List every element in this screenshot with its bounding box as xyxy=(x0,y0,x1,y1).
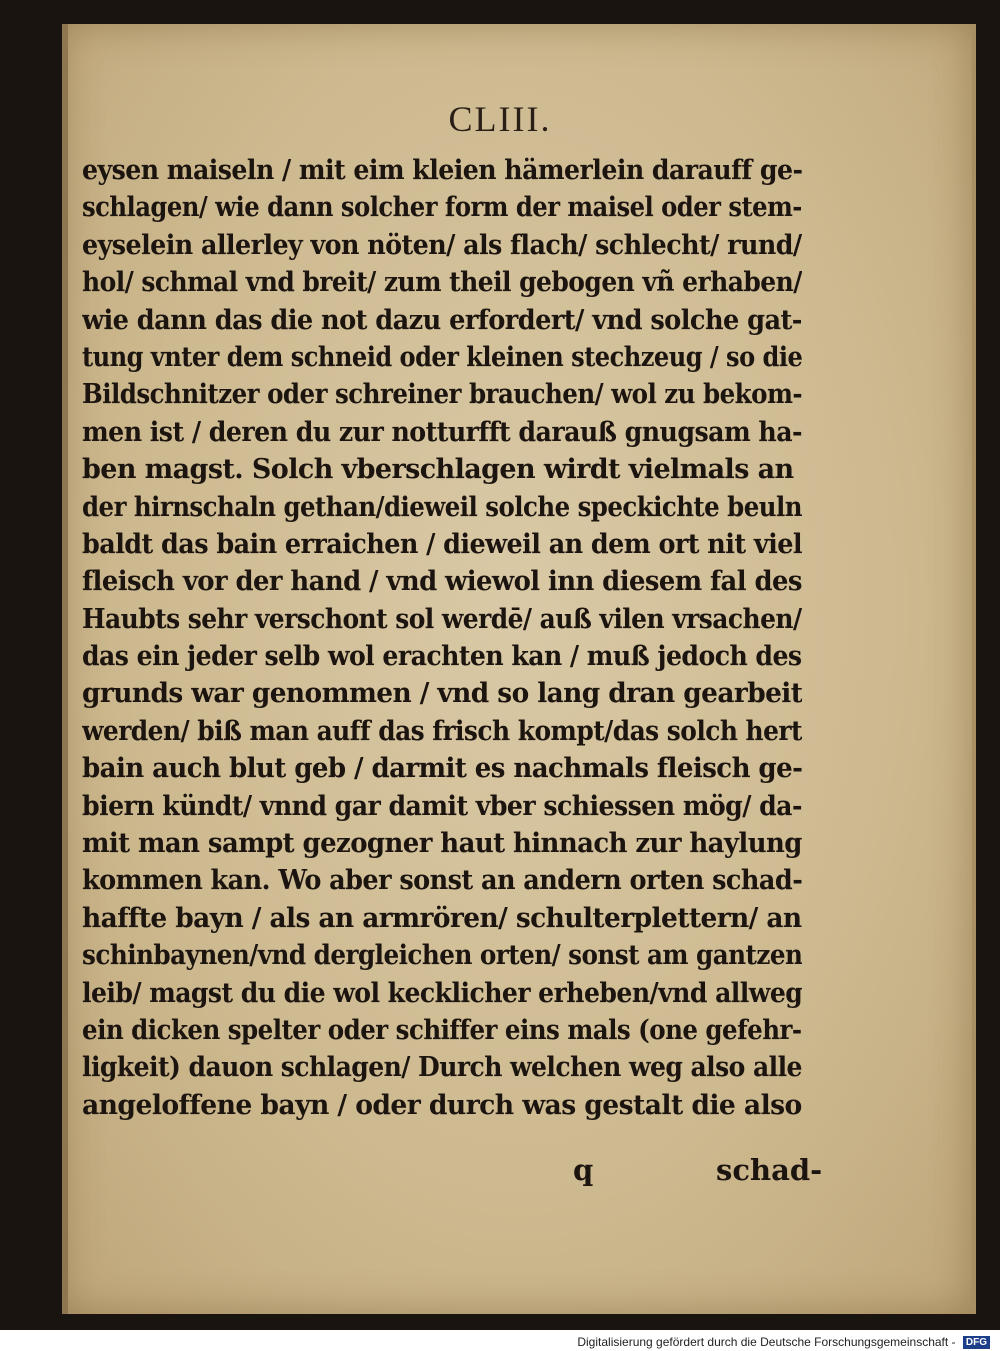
footer-credit-bar xyxy=(0,1333,990,1351)
text-line: Haubts sehr verschont sol werdē/ auß vilen vrsachen/ xyxy=(82,603,802,635)
dfg-logo: DFG xyxy=(963,1336,990,1349)
text-line: das ein jeder selb wol erachten kan / muß jedoch des xyxy=(82,641,802,673)
text-line: bain auch blut geb / darmit es nachmals fleisch ge- xyxy=(82,753,802,785)
text-line: men ist / deren du zur notturfft darauß gnugsam ha- xyxy=(82,416,802,448)
text-line: grunds war genommen / vnd so lang dran gearbeit xyxy=(82,678,802,710)
catchword: schad- xyxy=(716,1153,823,1187)
folio-number: CLIII. xyxy=(448,99,552,139)
text-line: leib/ magst du die wol kecklicher erheben/vnd allweg xyxy=(82,977,802,1009)
text-line: ben magst. Solch vberschlagen wirdt vielmals an xyxy=(82,454,794,486)
body-text xyxy=(82,152,802,1124)
signature-mark: q xyxy=(573,1153,594,1187)
text-line: werden/ biß man auff das frisch kompt/das solch hert xyxy=(82,715,802,747)
text-line: fleisch vor der hand / vnd wiewol inn diesem fal des xyxy=(82,566,802,598)
text-line: mit man sampt gezogner haut hinnach zur haylung xyxy=(82,828,802,860)
text-line: eysen maiseln / mit eim kleien hämerlein darauff ge- xyxy=(82,155,802,186)
text-line: angeloffene bayn / oder durch was gestalt die also xyxy=(82,1089,802,1121)
text-line: biern kündt/ vnnd gar damit vber schiessen mög/ da- xyxy=(82,790,802,822)
text-line: wie dann das die not dazu erfordert/ vnd solche gat- xyxy=(82,304,802,336)
text-line: schinbaynen/vnd dergleichen orten/ sonst am gantzen xyxy=(82,940,802,972)
page-gutter-edge xyxy=(62,24,68,1314)
text-line: der hirnschaln gethan/dieweil solche speckichte beuln xyxy=(82,491,802,523)
text-line: haffte bayn / als an armrören/ schulterplettern/ an xyxy=(82,902,802,934)
footer-credit-text: Digitalisierung gefördert durch die Deutsche Forschungsgemeinschaft - xyxy=(577,1335,956,1349)
text-line: baldt das bain erraichen / dieweil an dem ort nit viel xyxy=(82,528,802,560)
text-line: ein dicken spelter oder schiffer eins mals (one gefehr- xyxy=(82,1014,802,1046)
text-line: Bildschnitzer oder schreiner brauchen/ wol zu bekom- xyxy=(82,379,802,411)
text-line: hol/ schmal vnd breit/ zum theil gebogen vñ erhaben/ xyxy=(82,267,802,299)
text-line: ligkeit) dauon schlagen/ Durch welchen weg also alle xyxy=(82,1052,802,1084)
text-line: tung vnter dem schneid oder kleinen stechzeug / so die xyxy=(82,341,802,373)
text-line: schlagen/ wie dann solcher form der maisel oder stem- xyxy=(82,192,802,224)
text-line: kommen kan. Wo aber sonst an andern orten schad- xyxy=(82,865,802,897)
text-line: eyselein allerley von nöten/ als flach/ schlecht/ rund/ xyxy=(82,229,802,261)
